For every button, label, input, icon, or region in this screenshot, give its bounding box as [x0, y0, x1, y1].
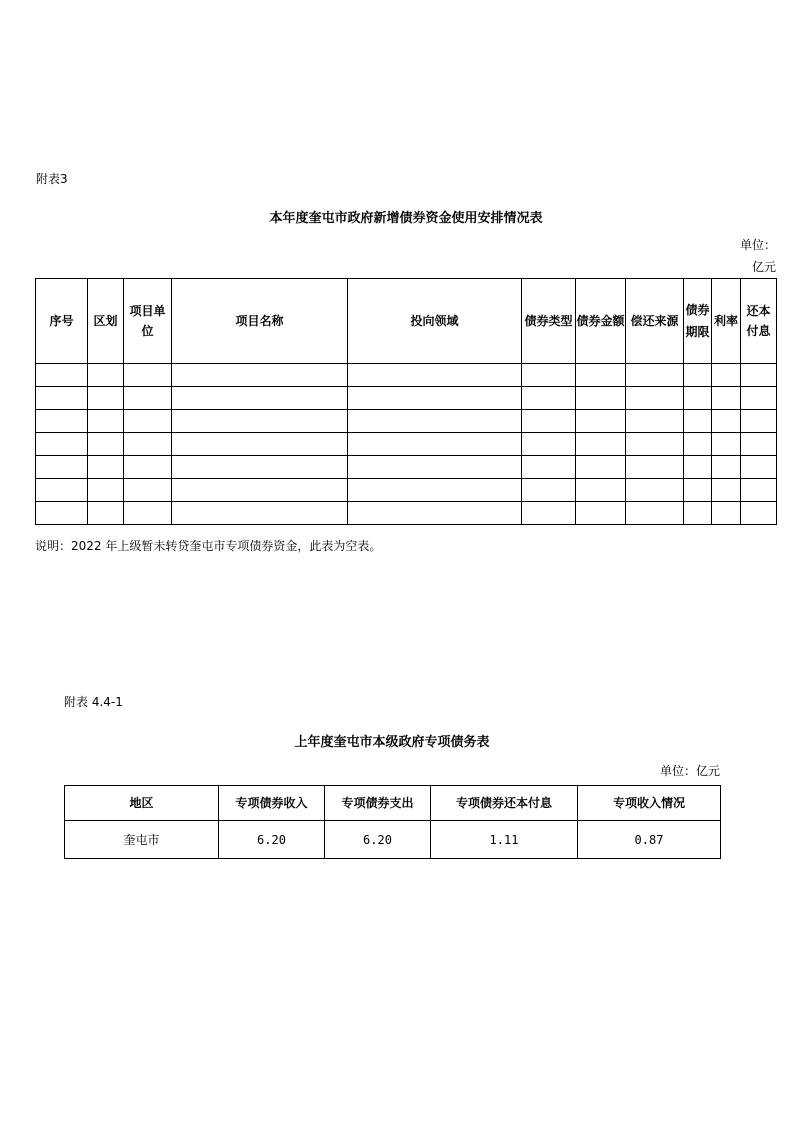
- table-cell: [712, 410, 741, 433]
- table-cell: [684, 387, 712, 410]
- header-bond-amount: 债券金额: [576, 279, 626, 364]
- table-cell: [124, 502, 172, 525]
- header-special-bond-repayment: 专项债券还本付息: [431, 786, 578, 821]
- table-row: [36, 433, 777, 456]
- table-cell: [712, 456, 741, 479]
- table2-unit: 单位：亿元: [659, 764, 720, 778]
- table-cell: [172, 410, 348, 433]
- table-cell: [522, 433, 576, 456]
- table-cell: [741, 433, 777, 456]
- table-cell: [172, 456, 348, 479]
- table-row: [36, 387, 777, 410]
- header-project-unit: 项目单位: [124, 279, 172, 364]
- table2-title: 上年度奎屯市本级政府专项债务表: [294, 735, 490, 750]
- table-cell: [741, 456, 777, 479]
- table-cell: [576, 502, 626, 525]
- table-cell: [712, 433, 741, 456]
- table-cell: [576, 433, 626, 456]
- table-cell: [741, 410, 777, 433]
- table-cell: [36, 410, 88, 433]
- header-special-bond-expense: 专项债券支出: [325, 786, 431, 821]
- table-cell: [172, 502, 348, 525]
- table-cell: [626, 433, 684, 456]
- table-cell: [124, 364, 172, 387]
- table-row: [65, 821, 721, 859]
- table-cell: [741, 364, 777, 387]
- table1-note: 说明：2022 年上级暂未转贷奎屯市专项债券资金，此表为空表。: [35, 539, 382, 553]
- header-region: 地区: [65, 786, 219, 821]
- table-cell: [36, 456, 88, 479]
- table-cell: [741, 387, 777, 410]
- table1-unit-value: 亿元: [751, 260, 776, 274]
- table-cell: [348, 387, 522, 410]
- table-cell: [626, 479, 684, 502]
- table-cell: [684, 456, 712, 479]
- cell-expense: 6.20: [325, 821, 431, 859]
- table-cell: [741, 502, 777, 525]
- table-cell: [172, 433, 348, 456]
- table-cell: [522, 387, 576, 410]
- table-cell: [684, 433, 712, 456]
- table-cell: [348, 433, 522, 456]
- table-row: [36, 502, 777, 525]
- table-row: [36, 456, 777, 479]
- table-cell: [741, 479, 777, 502]
- cell-repayment: 1.11: [431, 821, 578, 859]
- table-cell: [626, 410, 684, 433]
- header-bond-term: 债券期限: [684, 279, 712, 364]
- table1-header-row: [36, 279, 777, 364]
- table-cell: [712, 479, 741, 502]
- table-cell: [522, 479, 576, 502]
- table-cell: [522, 502, 576, 525]
- table-cell: [348, 502, 522, 525]
- table-row: [36, 364, 777, 387]
- cell-region: 奎屯市: [65, 821, 219, 859]
- table-cell: [124, 479, 172, 502]
- table-cell: [576, 387, 626, 410]
- table-cell: [88, 364, 124, 387]
- table-cell: [88, 410, 124, 433]
- table1-body: [36, 364, 777, 525]
- cell-income: 6.20: [219, 821, 325, 859]
- table-cell: [88, 433, 124, 456]
- table-cell: [712, 502, 741, 525]
- table-cell: [626, 456, 684, 479]
- header-district: 区划: [88, 279, 124, 364]
- table-cell: [684, 479, 712, 502]
- table-row: [36, 410, 777, 433]
- table-cell: [576, 479, 626, 502]
- table-cell: [712, 364, 741, 387]
- table-cell: [36, 387, 88, 410]
- table-cell: [576, 364, 626, 387]
- header-special-revenue: 专项收入情况: [578, 786, 721, 821]
- appendix-label-4-4-1: 附表 4.4-1: [64, 695, 123, 709]
- table-cell: [36, 479, 88, 502]
- table-cell: [88, 479, 124, 502]
- special-debt-table: [64, 785, 721, 859]
- table1-unit-label: 单位：: [739, 238, 776, 252]
- table-cell: [684, 502, 712, 525]
- table-cell: [36, 364, 88, 387]
- header-bond-type: 债券类型: [522, 279, 576, 364]
- table-cell: [124, 456, 172, 479]
- header-special-bond-income: 专项债券收入: [219, 786, 325, 821]
- table-cell: [88, 502, 124, 525]
- table-cell: [576, 456, 626, 479]
- table-cell: [36, 433, 88, 456]
- header-project-name: 项目名称: [172, 279, 348, 364]
- table-cell: [626, 364, 684, 387]
- table-cell: [684, 364, 712, 387]
- table-cell: [626, 502, 684, 525]
- table-cell: [522, 456, 576, 479]
- table-cell: [348, 479, 522, 502]
- table-cell: [172, 364, 348, 387]
- table-cell: [36, 502, 88, 525]
- table-cell: [522, 410, 576, 433]
- table-cell: [88, 456, 124, 479]
- table-cell: [348, 364, 522, 387]
- table-cell: [712, 387, 741, 410]
- header-principal-interest: 还本付息: [741, 279, 777, 364]
- table-cell: [684, 410, 712, 433]
- table-row: [36, 479, 777, 502]
- table2-header-row: [65, 786, 721, 821]
- table1-title: 本年度奎屯市政府新增债券资金使用安排情况表: [269, 211, 543, 226]
- table-cell: [348, 456, 522, 479]
- table-cell: [348, 410, 522, 433]
- table-cell: [576, 410, 626, 433]
- table-cell: [172, 387, 348, 410]
- header-repayment-source: 偿还来源: [626, 279, 684, 364]
- appendix-label-3: 附表3: [36, 172, 68, 186]
- table-cell: [124, 433, 172, 456]
- table-cell: [88, 387, 124, 410]
- header-investment-field: 投向领域: [348, 279, 522, 364]
- table-cell: [124, 387, 172, 410]
- table-cell: [626, 387, 684, 410]
- table-cell: [522, 364, 576, 387]
- header-serial: 序号: [36, 279, 88, 364]
- new-bond-allocation-table: [35, 278, 777, 525]
- cell-revenue: 0.87: [578, 821, 721, 859]
- table-cell: [172, 479, 348, 502]
- header-interest-rate: 利率: [712, 279, 741, 364]
- table-cell: [124, 410, 172, 433]
